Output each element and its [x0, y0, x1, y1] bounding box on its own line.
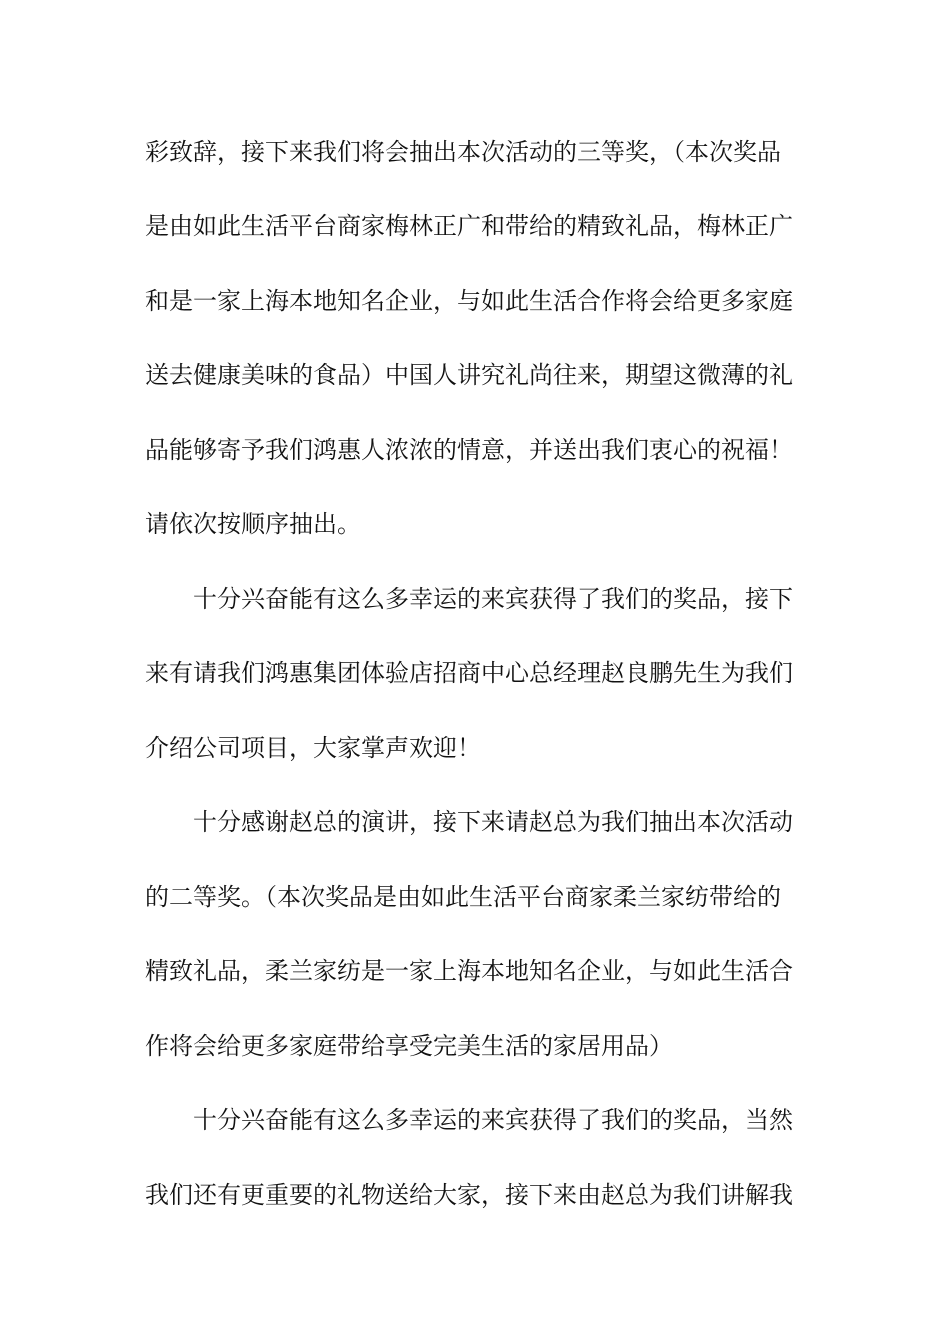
- text-line: 作将会给更多家庭带给享受完美生活的家居用品）: [145, 1032, 673, 1060]
- text-line: 我们还有更重要的礼物送给大家，接下来由赵总为我们讲解我: [145, 1181, 793, 1209]
- text-line: 的二等奖。（本次奖品是由如此生活平台商家柔兰家纺带给的: [145, 883, 781, 911]
- text-line: 品能够寄予我们鸿惠人浓浓的情意，并送出我们衷心的祝福！: [145, 436, 793, 464]
- text-line: 介绍公司项目，大家掌声欢迎！: [145, 734, 481, 762]
- text-line: 精致礼品，柔兰家纺是一家上海本地知名企业，与如此生活合: [145, 957, 793, 985]
- paragraph-first-line: 十分兴奋能有这么多幸运的来宾获得了我们的奖品，当然: [193, 1106, 793, 1134]
- paragraph-first-line: 十分兴奋能有这么多幸运的来宾获得了我们的奖品，接下: [193, 585, 793, 613]
- text-line: 请依次按顺序抽出。: [145, 510, 361, 538]
- text-line: 是由如此生活平台商家梅林正广和带给的精致礼品，梅林正广: [145, 212, 793, 240]
- paragraph-first-line: 十分感谢赵总的演讲，接下来请赵总为我们抽出本次活动: [193, 808, 793, 836]
- text-line: 来有请我们鸿惠集团体验店招商中心总经理赵良鹏先生为我们: [145, 659, 793, 687]
- text-line: 送去健康美味的食品）中国人讲究礼尚往来，期望这微薄的礼: [145, 361, 793, 389]
- text-line: 彩致辞，接下来我们将会抽出本次活动的三等奖，（本次奖品: [145, 138, 781, 166]
- text-line: 和是一家上海本地知名企业，与如此生活合作将会给更多家庭: [145, 287, 793, 315]
